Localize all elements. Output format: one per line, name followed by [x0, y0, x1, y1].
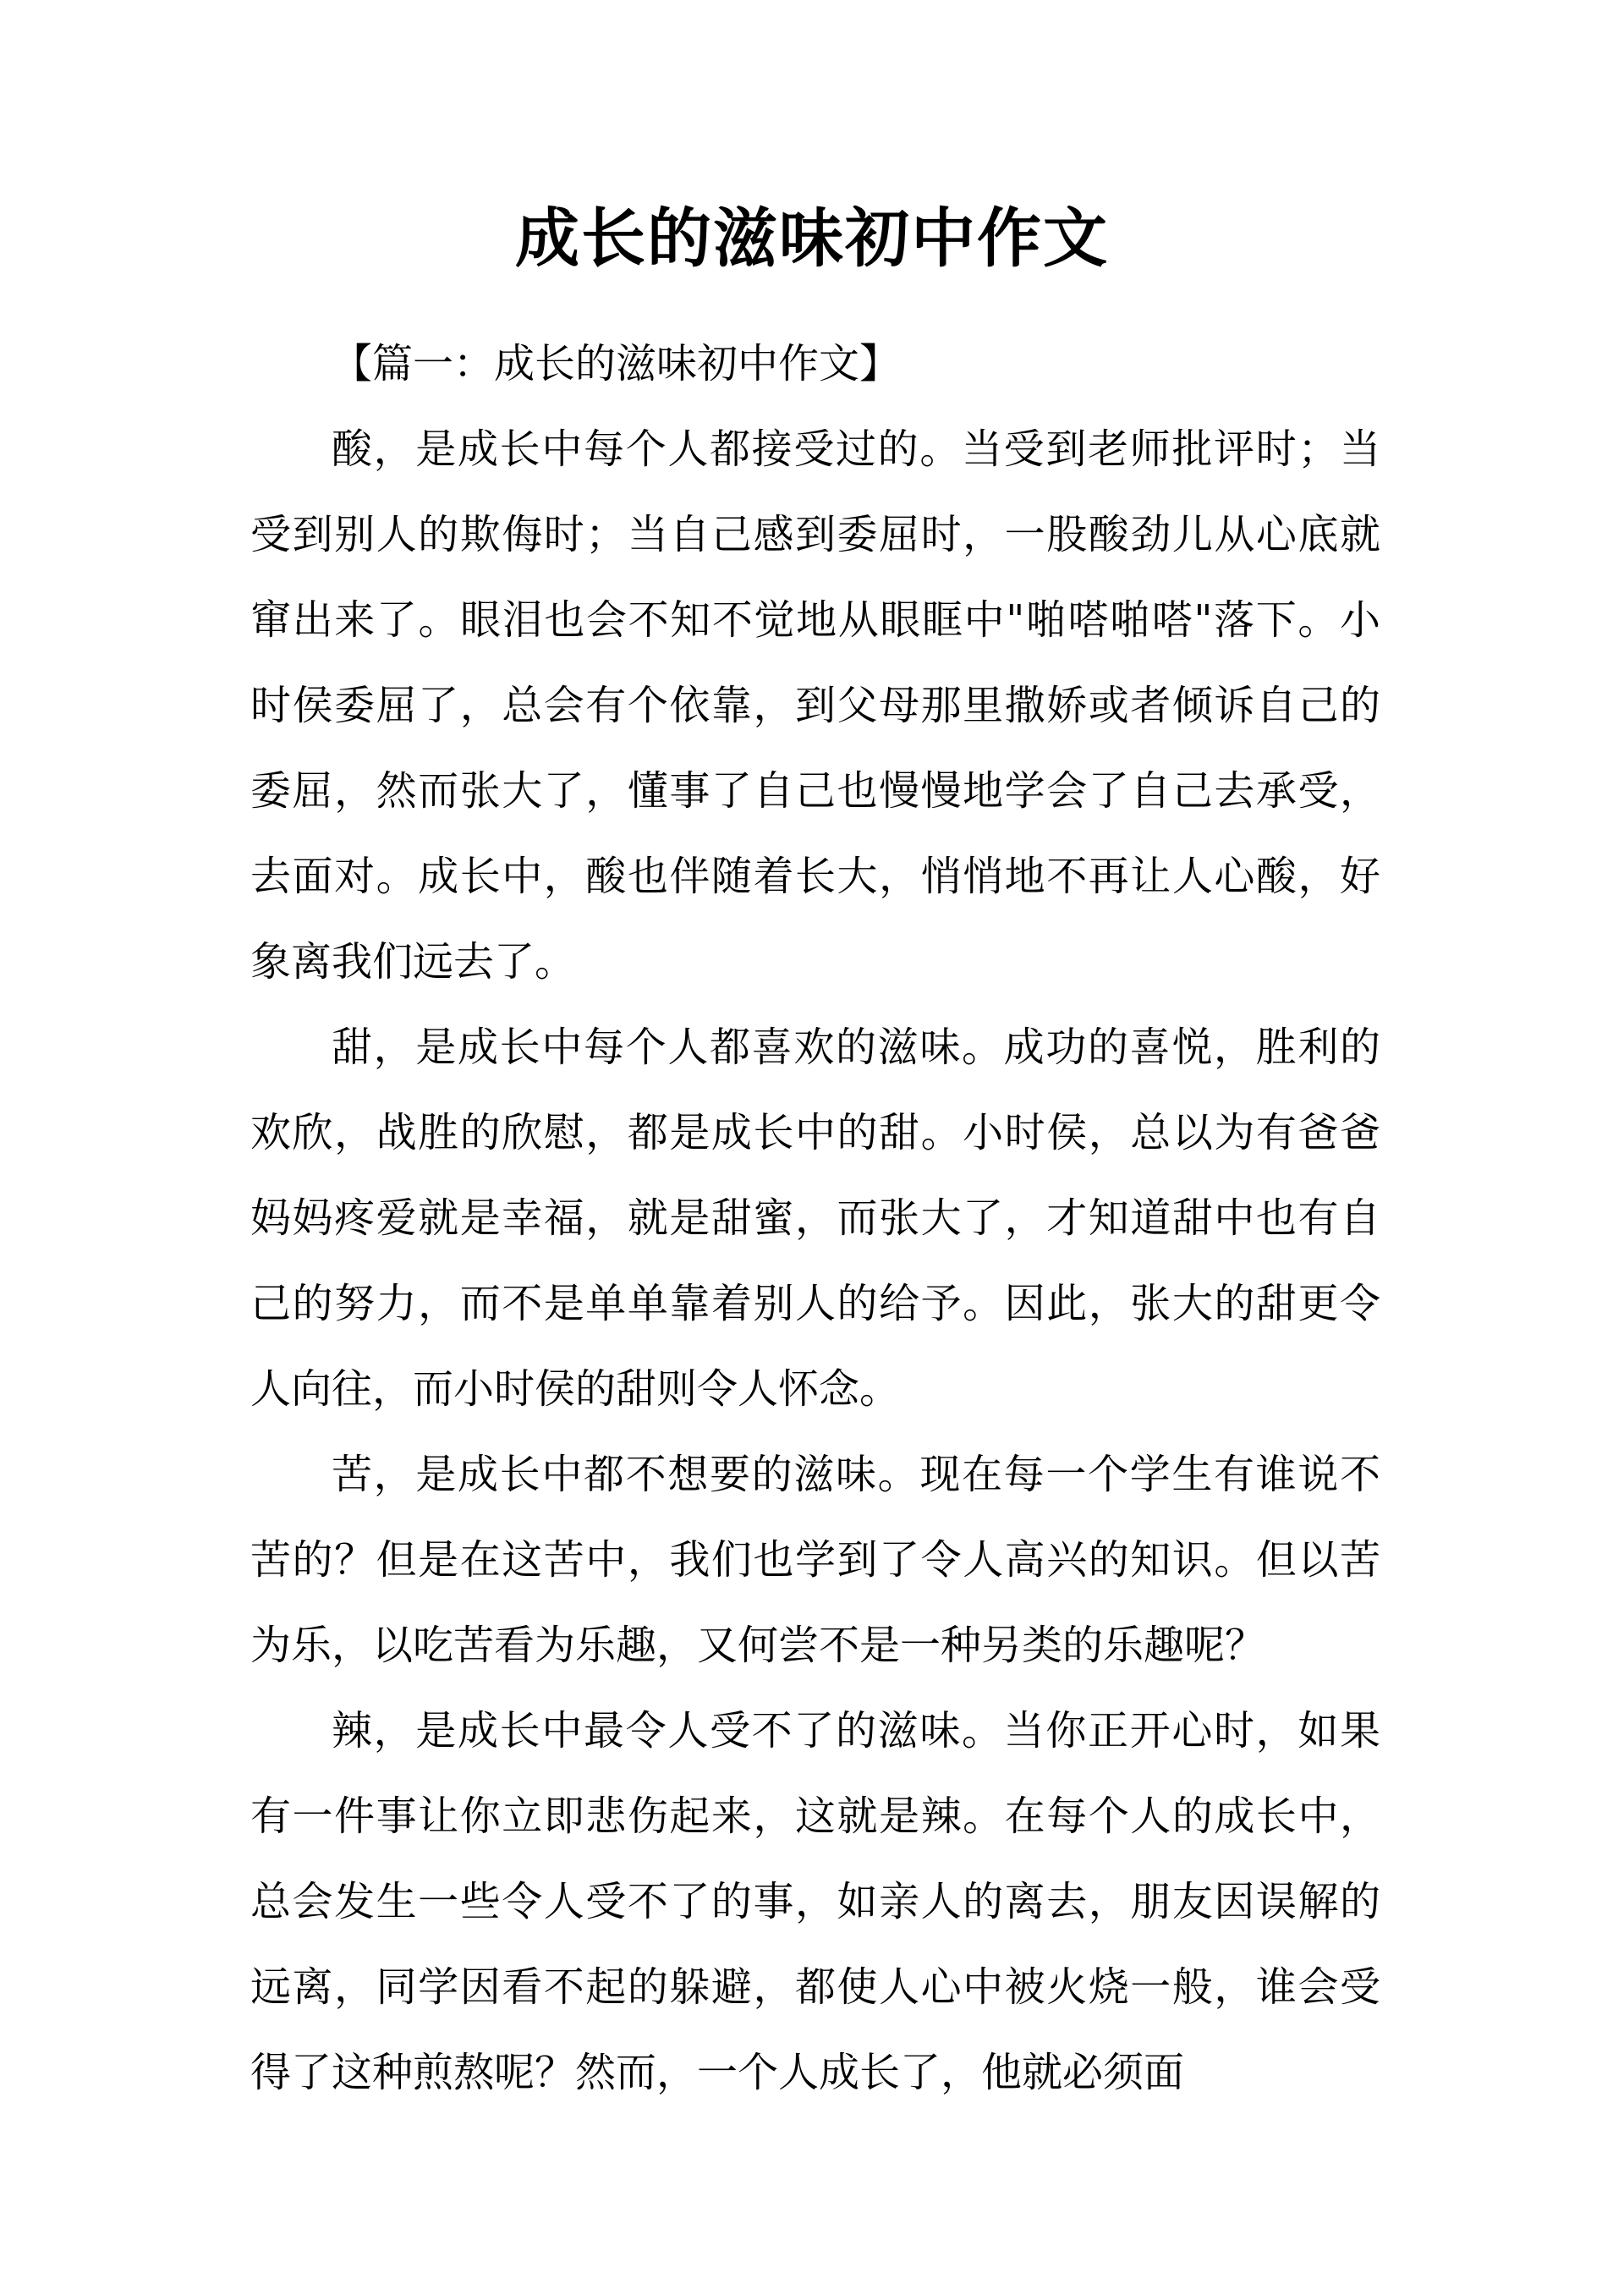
paragraph-sour: 酸，是成长中每个人都接受过的。当受到老师批评时；当受到别人的欺侮时；当自己感到委屈时，一股酸劲儿从心底就窜出来了。眼泪也会不知不觉地从眼眶中"啪嗒啪嗒"落下。小时侯委屈了，总会有个依靠，到父母那里撒娇或者倾诉自己的委屈，然而张大了，懂事了自己也慢慢地学会了自己去承受，去面对。成长中，酸也伴随着长大，悄悄地不再让人心酸，好象离我们远去了。	[250, 426, 1380, 986]
paragraph-spicy: 辣，是成长中最令人受不了的滋味。当你正开心时，如果有一件事让你立即悲伤起来，这就是辣。在每个人的成长中，总会发生一些令人受不了的事，如亲人的离去，朋友因误解的远离，同学因看不起的躲避，都使人心中被火烧一般，谁会受得了这种煎熬呢？然而，一个人成长了，他就必须面	[250, 1707, 1380, 2096]
document-body	[250, 321, 1380, 2116]
paragraph-sweet: 甜，是成长中每个人都喜欢的滋味。成功的喜悦，胜利的欢欣，战胜的欣慰，都是成长中的甜。小时侯，总以为有爸爸妈妈疼爱就是幸福，就是甜蜜，而张大了，才知道甜中也有自己的努力，而不是单单靠着别人的给予。因此，张大的甜更令人向往，而小时侯的甜则令人怀念。	[250, 1024, 1380, 1413]
document-title: 成长的滋味初中作文	[515, 200, 1109, 276]
section-heading: 【篇一：成长的滋味初中作文】	[332, 340, 901, 387]
paragraph-bitter: 苦，是成长中都不想要的滋味。现在每一个学生有谁说不苦的？但是在这苦中，我们也学到了令人高兴的知识。但以苦为乐，以吃苦看为乐趣，又何尝不是一种另类的乐趣呢？	[250, 1451, 1380, 1669]
